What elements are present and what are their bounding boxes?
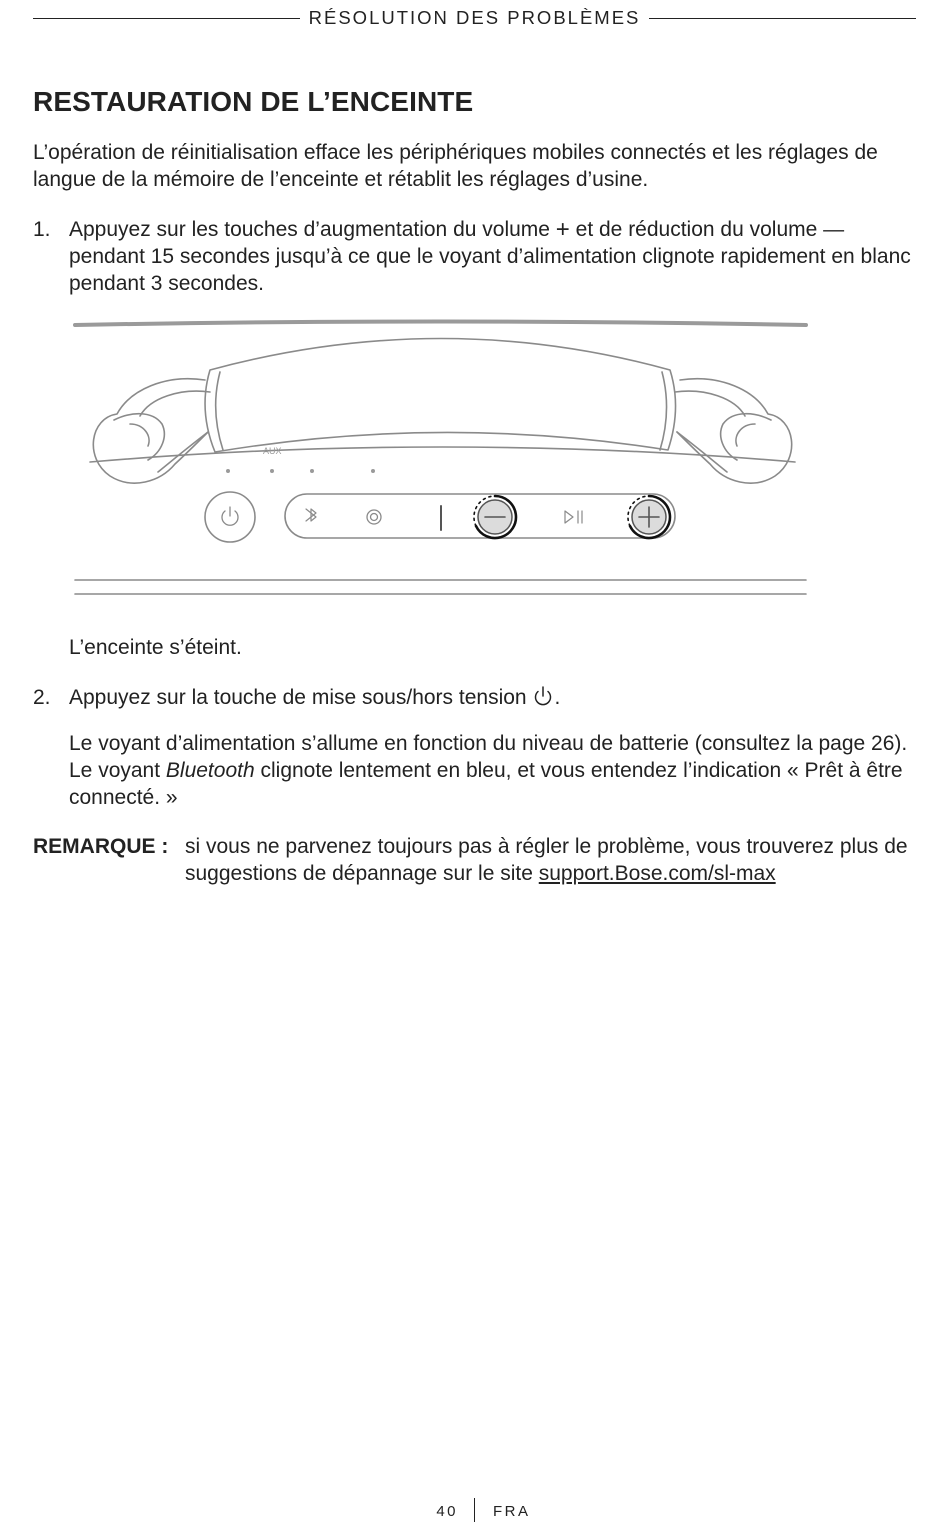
step-1-result: L’enceinte s’éteint.: [69, 636, 242, 659]
intro-paragraph: L’opération de réinitialisation efface les périphériques mobiles connectés et les réglages de langue de la mémoire de l’enceinte et rétablit les réglages d’usine.: [33, 141, 878, 191]
step-2-result: Le voyant d’alimentation s’allume en fonction du niveau de batterie (consultez la page 26). Le voyant Bluetooth clignote lentement en bleu, et vous entendez l’indication « Prêt à être connecté. »: [69, 732, 908, 809]
left-handle: [93, 379, 208, 483]
header-rule-left: [33, 18, 300, 19]
note-text: si vous ne parvenez toujours pas à régler le problème, vous trouverez plus de suggestions de dépannage sur le site support.Bose.com/sl-max: [185, 835, 908, 885]
support-link[interactable]: support.Bose.com/sl-max: [538, 862, 776, 885]
speaker-top-inner-left: [216, 372, 223, 450]
section-title: RÉSOLUTION DES PROBLÈMES: [308, 7, 641, 28]
right-handle: [677, 379, 792, 483]
speaker-top-body: [205, 339, 676, 453]
step-text: Appuyez sur les touches d’augmentation du volume + et de réduction du volume — pendant 15 secondes jusqu’à ce que le voyant d’alimentation clignote rapidement en blanc pendant 3 secondes.: [69, 216, 911, 295]
note-label: REMARQUE :: [33, 835, 169, 858]
header-rule-right: [649, 18, 916, 19]
speaker-top-inner-right: [660, 372, 667, 450]
indicator-dot: [310, 469, 314, 473]
step-number: 2.: [33, 686, 51, 709]
footer-separator: [474, 1498, 475, 1522]
speaker-front-curve: [90, 447, 795, 462]
speaker-illustration: [70, 312, 815, 604]
step-number: 1.: [33, 218, 51, 241]
page-footer: [0, 1498, 950, 1526]
left-handle-inner-2: [130, 391, 210, 446]
plus-icon: +: [555, 216, 570, 243]
left-handle-inner: [114, 414, 208, 472]
play-pause-icon: [565, 511, 582, 523]
bluetooth-word: Bluetooth: [165, 759, 255, 782]
language-code: FRA: [493, 1503, 531, 1520]
indicator-dot: [371, 469, 375, 473]
indicator-dot: [226, 469, 230, 473]
page-header: [33, 6, 916, 30]
bluetooth-icon: [306, 509, 316, 521]
top-edge-line: [75, 322, 806, 326]
page-number: 40: [436, 1503, 458, 1520]
indicator-dot: [270, 469, 274, 473]
power-icon: [532, 685, 554, 707]
action-icon: [367, 510, 381, 524]
power-icon: [222, 507, 238, 525]
step-text: Appuyez sur la touche de mise sous/hors tension .: [69, 686, 561, 709]
page-title: RESTAURATION DE L’ENCEINTE: [33, 86, 474, 117]
right-handle-inner: [677, 414, 771, 472]
power-button: [205, 492, 255, 542]
right-handle-inner-2: [675, 391, 755, 446]
aux-label: AUX: [263, 446, 282, 456]
